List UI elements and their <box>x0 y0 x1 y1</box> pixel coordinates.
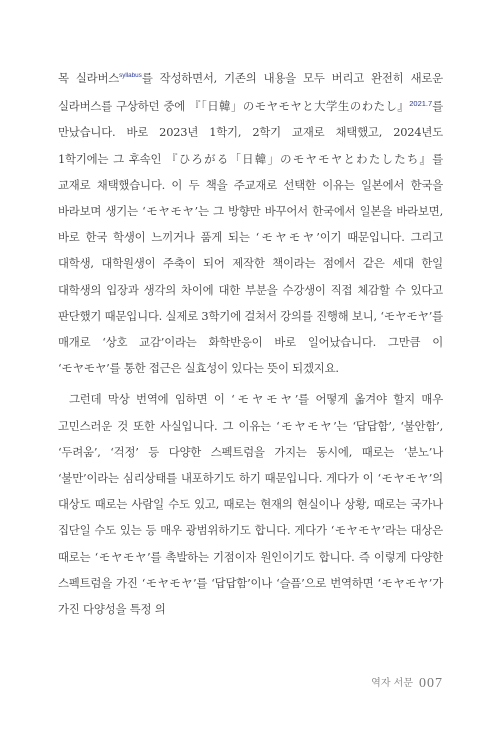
section-label: 역자 서문 <box>371 678 413 689</box>
body-text <box>58 63 443 622</box>
body-text-segment: 를 만났습니다. 바로 2023년 1학기, 2학기 교재로 채택했고, 2024년도 1학기에는 그 후속인 『ひろがる「日韓」のモヤモヤとわたしたち』를 교재로 채택했습니다. 이 두 책을 주교재로 선택한 이유는 일본에서 한국을 바라보며 생기는 ‘モヤモヤ’는 그 방향만 바꾸어서 한국에서 일본을 바라보면, 바로 한국 학생이 느끼거나 품게 되는 ‘モヤモヤ’이기 때문입니다. 그리고 대학생, 대학원생이 주축이 되어 제작한 책이라는 점에서 같은 세대 한일 대학생의 입장과 생각의 차이에 대한 부분을 수강생이 직접 체감할 수 있다고 판단했기 때문입니다. 실제로 3학기에 걸쳐서 강의를 진행해 보니, ‘モヤモヤ’를 매개로 ‘상호 교감’이라는 화학반응이 바로 일어났습니다. 그만큼 이 ‘モヤモヤ’를 통한 접근은 실효성이 있다는 뜻이 되겠지요. <box>58 99 443 376</box>
body-text-segment: 그런데 막상 번역에 임하면 이 ‘モヤモヤ’를 어떻게 옮겨야 할지 매우 고민스러운 것 또한 사실입니다. 그 이유는 ‘モヤモヤ’는 ‘답답함’, ‘불안함’, ‘두려움’, ‘걱정’ 등 다양한 스펙트럼을 가지는 동시에, 때로는 ‘분노’나 ‘불만’이라는 심리상태를 내포하기도 하기 때문입니다. 게다가 이 ‘モヤモヤ’의 대상도 때로는 사람일 수도 있고, 때로는 현재의 현실이나 상황, 때로는 국가나 집단일 수도 있는 등 매우 광범위하기도 합니다. 게다가 ‘モヤモヤ’라는 대상은 때로는 ‘モヤモヤ’를 촉발하는 기점이자 원인이기도 합니다. 즉 이렇게 다양한 스펙트럼을 가진 ‘モヤモヤ’를 ‘답답함’이나 ‘슬픔’으로 번역하면 ‘モヤモヤ’가 가진 다양성을 특정 의 <box>58 392 443 617</box>
body-text-segment: 목 실라버스 <box>58 71 120 85</box>
publication-date-annotation: 2021.7 <box>409 99 433 109</box>
paragraph-2 <box>58 386 443 622</box>
body-text-segment: 를 작성하면서, 기존의 내용을 모두 버리고 완전히 새로운 실라버스를 구상하던 중에 『「日韓」のモヤモヤと大学生のわたし』 <box>58 71 443 114</box>
page-number: 007 <box>419 676 443 691</box>
syllabus-annotation: syllabus <box>119 72 142 79</box>
page-footer <box>0 674 443 692</box>
paragraph-1 <box>58 63 443 381</box>
